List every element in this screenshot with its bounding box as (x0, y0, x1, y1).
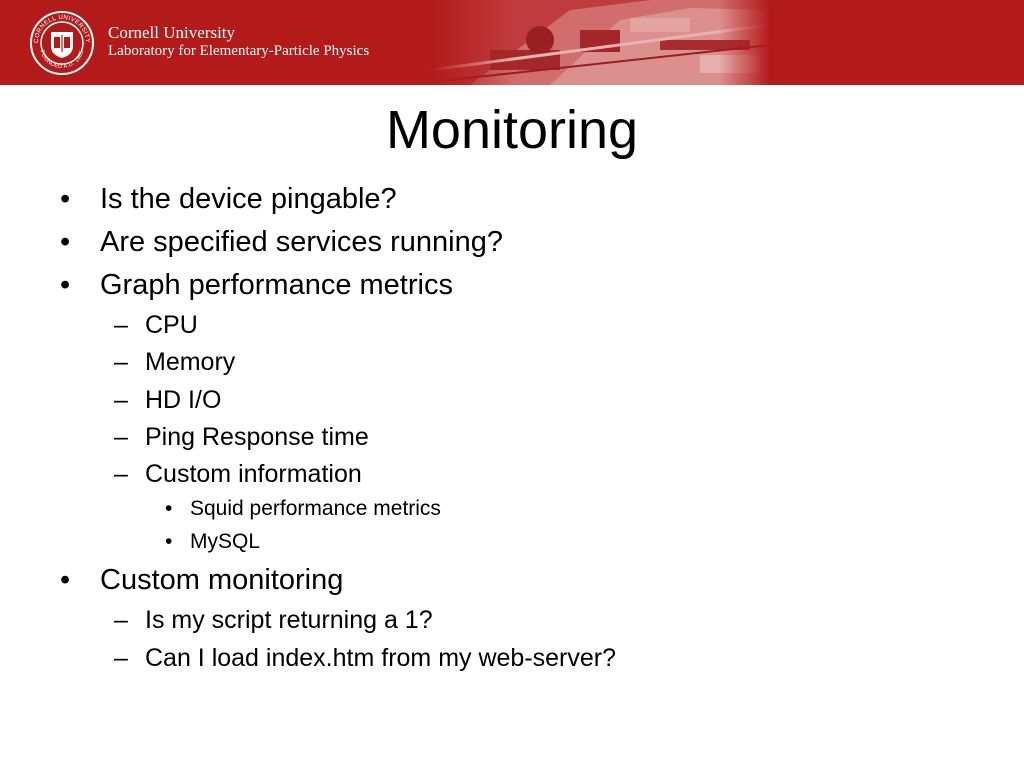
bullet-marker: • (60, 564, 71, 596)
bullet-marker: • (60, 226, 71, 258)
list-item: Is the device pingable? (100, 183, 397, 215)
list-item: MySQL (190, 530, 261, 553)
lab-name: Laboratory for Elementary-Particle Physics (108, 43, 370, 59)
university-name: Cornell University (108, 23, 236, 42)
bullet-marker: • (60, 183, 71, 215)
bullet-marker: • (165, 497, 173, 520)
dash-marker: – (114, 606, 128, 634)
list-item: Can I load index.htm from my web-server? (145, 644, 617, 672)
svg-text:CORNELL UNIVERSITY: CORNELL UNIVERSITY (32, 13, 92, 44)
dash-marker: – (114, 460, 128, 488)
list-item: HD I/O (145, 386, 222, 414)
svg-text:FOUNDED A.D. 1865: FOUNDED A.D. 1865 (38, 49, 86, 71)
list-item: Custom information (145, 460, 362, 488)
bullet-marker: • (60, 269, 71, 301)
list-item: CPU (145, 311, 198, 339)
list-item: Memory (145, 348, 236, 376)
list-item: Graph performance metrics (100, 269, 453, 301)
list-item: Ping Response time (145, 423, 369, 451)
list-item: Are specified services running? (100, 226, 503, 258)
dash-marker: – (114, 423, 128, 451)
slide-title: Monitoring (385, 100, 639, 160)
dash-marker: – (114, 348, 128, 376)
list-item: Squid performance metrics (190, 497, 441, 520)
bullet-marker: • (165, 530, 173, 553)
dash-marker: – (114, 644, 128, 672)
dash-marker: – (114, 311, 128, 339)
list-item: Is my script returning a 1? (145, 606, 433, 634)
list-item: Custom monitoring (100, 564, 344, 596)
dash-marker: – (114, 386, 128, 414)
